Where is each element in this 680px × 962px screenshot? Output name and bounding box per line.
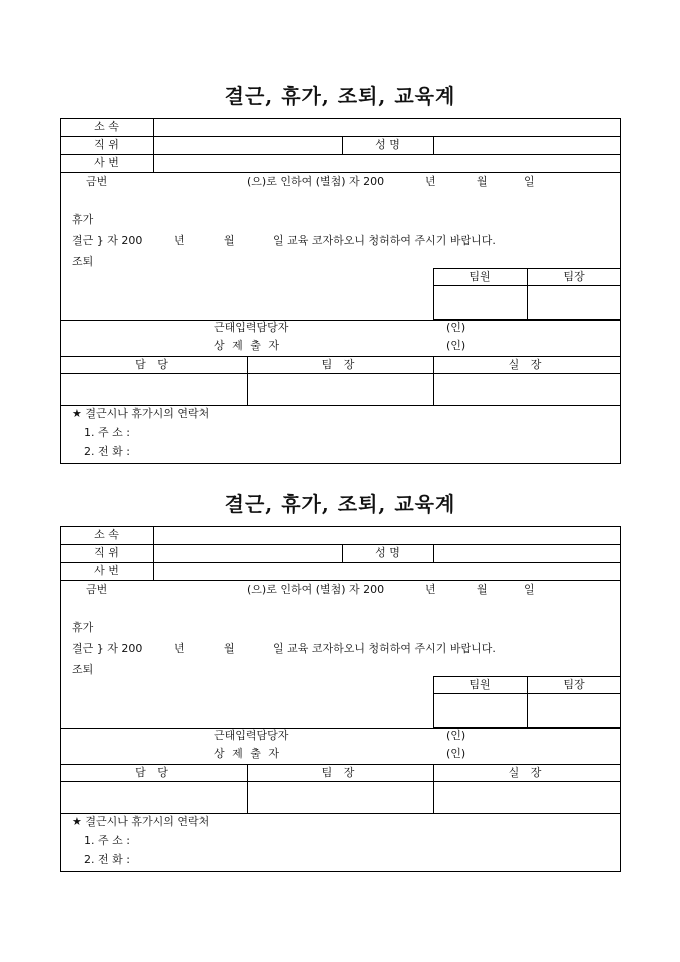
leave-form <box>0 0 680 458</box>
employee-no-field[interactable] <box>154 155 620 172</box>
name-field[interactable] <box>434 545 620 562</box>
contact-heading: ★ 결근시나 휴가시의 연락처 <box>72 407 210 420</box>
approval-team-leader-big-label: 팀 장 <box>321 358 359 371</box>
position-field[interactable] <box>154 545 342 562</box>
employee-no-field[interactable] <box>154 563 620 580</box>
position-field[interactable] <box>154 137 342 154</box>
form-title: 결근, 휴가, 조퇴, 교육계 <box>224 492 456 516</box>
submitter-seal: (인) <box>446 339 466 352</box>
approval-charge-label: 담 당 <box>135 766 172 779</box>
team-leader-signature-box[interactable] <box>528 286 620 319</box>
early-leave-label: 조퇴 <box>72 255 94 268</box>
charge-signature-box[interactable] <box>61 374 247 405</box>
request-suffix: 일 교육 코자하오니 청허하여 주시기 바랍니다. <box>273 642 496 655</box>
month-label: 월 <box>477 583 488 596</box>
approval-charge-label: 담 당 <box>135 358 172 371</box>
form-title: 결근, 휴가, 조퇴, 교육계 <box>224 84 456 108</box>
entry-person-label: 근태입력담당자 <box>214 321 289 334</box>
year-label: 년 <box>425 583 436 596</box>
director-signature-box[interactable] <box>434 782 620 813</box>
day-label: 일 <box>524 583 535 596</box>
entry-person-label: 근태입력담당자 <box>214 729 289 742</box>
name-label: 성 명 <box>375 138 400 151</box>
request-year: 년 <box>174 234 185 247</box>
submitter-label: 상 제 출 자 <box>214 747 281 760</box>
affiliation-field[interactable] <box>154 527 620 544</box>
approval-team-leader-label: 팀장 <box>563 270 585 283</box>
contact-address: 1. 주 소 : <box>84 426 130 439</box>
absence-label: 금번 <box>86 175 108 188</box>
employee-no-label: 사 번 <box>94 564 119 577</box>
approval-team-leader-big-label: 팀 장 <box>321 766 359 779</box>
team-leader-signature-box[interactable] <box>528 694 620 727</box>
contact-phone: 2. 전 화 : <box>84 853 130 866</box>
reason-line: (으)로 인하여 (별첨) 자 200 <box>247 175 385 188</box>
affiliation-label: 소 속 <box>94 120 119 133</box>
request-month: 월 <box>224 234 235 247</box>
vacation-label: 휴가 <box>72 213 94 226</box>
absence-label: 금번 <box>86 583 108 596</box>
request-prefix: 결근 } 자 200 <box>72 234 143 247</box>
name-label: 성 명 <box>375 546 400 559</box>
team-leader-big-signature-box[interactable] <box>248 782 433 813</box>
director-signature-box[interactable] <box>434 374 620 405</box>
submitter-seal: (인) <box>446 747 466 760</box>
position-label: 직 위 <box>94 546 119 559</box>
entry-seal: (인) <box>446 321 466 334</box>
request-month: 월 <box>224 642 235 655</box>
approval-team-member-label: 팀원 <box>469 270 491 283</box>
team-member-signature-box[interactable] <box>434 694 527 727</box>
request-year: 년 <box>174 642 185 655</box>
team-leader-big-signature-box[interactable] <box>248 374 433 405</box>
approval-team-member-label: 팀원 <box>469 678 491 691</box>
submitter-label: 상 제 출 자 <box>214 339 281 352</box>
position-label: 직 위 <box>94 138 119 151</box>
employee-no-label: 사 번 <box>94 156 119 169</box>
affiliation-label: 소 속 <box>94 528 119 541</box>
approval-team-leader-label: 팀장 <box>563 678 585 691</box>
name-field[interactable] <box>434 137 620 154</box>
request-prefix: 결근 } 자 200 <box>72 642 143 655</box>
contact-heading: ★ 결근시나 휴가시의 연락처 <box>72 815 210 828</box>
request-suffix: 일 교육 코자하오니 청허하여 주시기 바랍니다. <box>273 234 496 247</box>
vacation-label: 휴가 <box>72 621 94 634</box>
affiliation-field[interactable] <box>154 119 620 136</box>
team-member-signature-box[interactable] <box>434 286 527 319</box>
approval-director-label: 실 장 <box>508 766 546 779</box>
early-leave-label: 조퇴 <box>72 663 94 676</box>
year-label: 년 <box>425 175 436 188</box>
reason-line: (으)로 인하여 (별첨) 자 200 <box>247 583 385 596</box>
day-label: 일 <box>524 175 535 188</box>
contact-phone: 2. 전 화 : <box>84 445 130 458</box>
charge-signature-box[interactable] <box>61 782 247 813</box>
contact-address: 1. 주 소 : <box>84 834 130 847</box>
month-label: 월 <box>477 175 488 188</box>
approval-director-label: 실 장 <box>508 358 546 371</box>
leave-form <box>0 408 680 866</box>
entry-seal: (인) <box>446 729 466 742</box>
